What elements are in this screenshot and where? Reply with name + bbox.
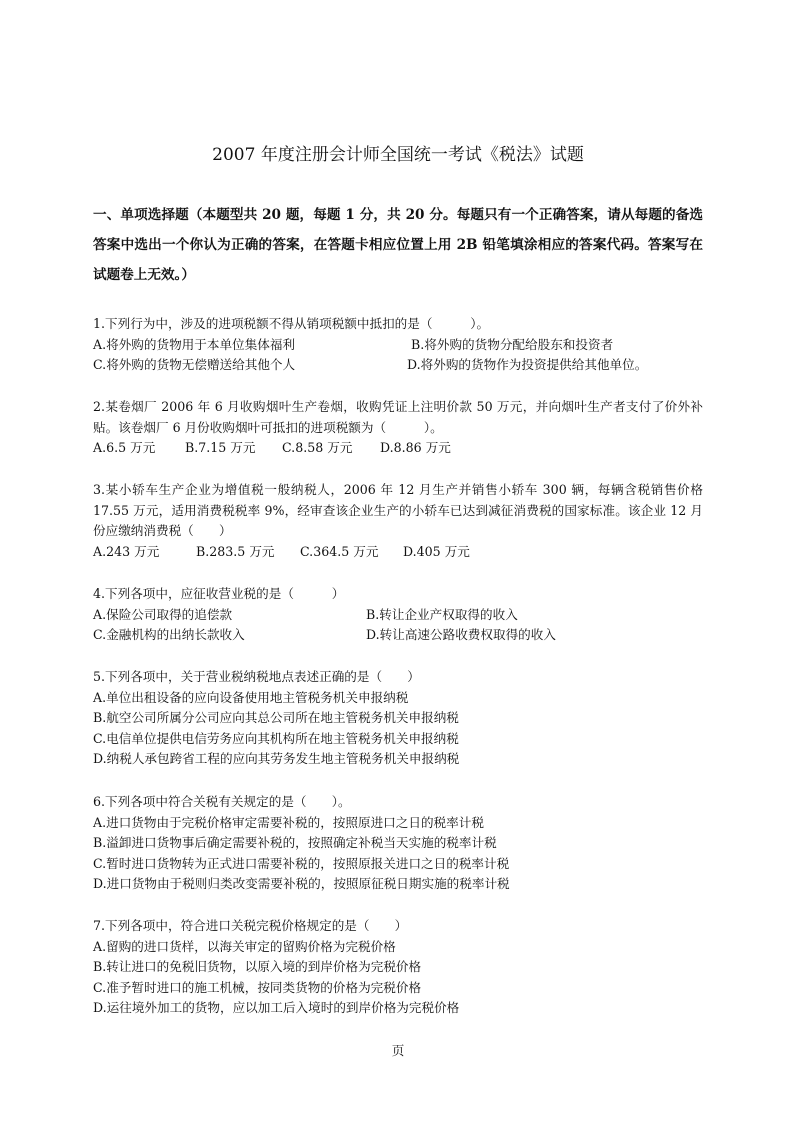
option-d: D.405 万元 [403,543,470,559]
option-b: B.转让企业产权取得的收入 [366,606,518,622]
option-c: C.364.5 万元 [300,543,379,559]
question-7 [93,916,703,1019]
option-row [93,625,703,646]
question-4 [93,584,703,646]
section-heading: 一、单项选择题（本题型共 20 题，每题 1 分，共 20 分。每题只有一个正确答案，请从每题的备选答案中选出一个你认为正确的答案，在答题卡相应位置上用 2B 铅笔填涂相应的答案代码。答案写在试题卷上无效。） [93,207,703,283]
page-title: 2007 年度注册会计师全国统一考试《税法》试题 [212,145,584,165]
option-row [93,355,703,376]
option-d: D.将外购的货物作为投资提供给其他单位。 [407,357,648,372]
option-a: A.6.5 万元 [93,440,156,455]
option-c: C.电信单位提供电信劳务应向其机构所在地主管税务机关申报纳税 [93,730,459,746]
option-b: B.283.5 万元 [196,543,275,559]
option-row [93,335,703,356]
option-d: D.8.86 万元 [380,440,451,455]
question-stem: 6.下列各项中符合关税有关规定的是（ ）。 [93,794,351,809]
option-b: B.将外购的货物分配给股东和投资者 [411,336,614,352]
question-1 [93,314,703,376]
page-footer: 页 [391,1043,405,1058]
option-row [93,542,703,563]
option-a: A.243 万元 [93,543,160,559]
option-a: A.留购的进口货样，以海关审定的留购价格为完税价格 [93,938,396,954]
question-3 [93,480,703,562]
question-stem: 3.某小轿车生产企业为增值税一般纳税人，2006 年 12 月生产并销售小轿车 300 辆，每辆含税销售价格 17.55 万元，适用消费税税率 9%，经审查该企业生产的小轿车已达到减征消费税的国家标准。该企业 12 月份应缴纳消费税（ ） [93,482,703,538]
question-stem: 1.下列行为中，涉及的进项税额不得从销项税额中抵扣的是（ ）。 [93,316,490,331]
option-d: D.转让高速公路收费权取得的收入 [366,627,556,642]
option-b: B.转让进口的免税旧货物，以原入境的到岸价格为完税价格 [93,959,422,974]
option-c: C.准予暂时进口的施工机械，按同类货物的价格为完税价格 [93,979,422,995]
question-stem: 2.某卷烟厂 2006 年 6 月收购烟叶生产卷烟，收购凭证上注明价款 50 万元，并向烟叶生产者支付了价外补贴。该卷烟厂 6 月份收购烟叶可抵扣的进项税额为（ ）。 [93,399,703,435]
option-c: C.金融机构的出纳长款收入 [93,627,245,642]
question-stem: 5.下列各项中，关于营业税纳税地点表述正确的是（ ） [93,669,420,684]
option-row [93,605,703,626]
option-c: C.将外购的货物无偿赠送给其他个人 [93,357,296,372]
option-b: B.溢卸进口货物事后确定需要补税的，按照确定补税当天实施的税率计税 [93,835,497,850]
option-d: D.进口货物由于税则归类改变需要补税的，按照原征税日期实施的税率计税 [93,876,510,891]
question-6 [93,792,703,895]
question-stem: 4.下列各项中，应征收营业税的是（ ） [93,586,345,601]
option-d: D.运往境外加工的货物，应以加工后入境时的到岸价格为完税价格 [93,1000,460,1015]
option-b: B.航空公司所属分公司应向其总公司所在地主管税务机关申报纳税 [93,710,459,725]
option-b: B.7.15 万元 [185,440,256,455]
option-a: A.单位出租设备的应向设备使用地主管税务机关申报纳税 [93,689,409,705]
option-a: A.保险公司取得的追偿款 [93,606,233,622]
question-stem: 7.下列各项中，符合进口关税完税价格规定的是（ ） [93,918,408,933]
option-d: D.纳税人承包跨省工程的应向其劳务发生地主管税务机关申报纳税 [93,751,460,766]
option-a: A.进口货物由于完税价格审定需要补税的，按照原进口之日的税率计税 [93,814,484,830]
option-row [93,438,703,459]
question-2 [93,397,703,459]
option-c: C.8.58 万元 [282,440,353,455]
option-c: C.暂时进口货物转为正式进口需要补税的，按照原报关进口之日的税率计税 [93,855,510,871]
option-a: A.将外购的货物用于本单位集体福利 [93,336,296,352]
question-5 [93,667,703,770]
